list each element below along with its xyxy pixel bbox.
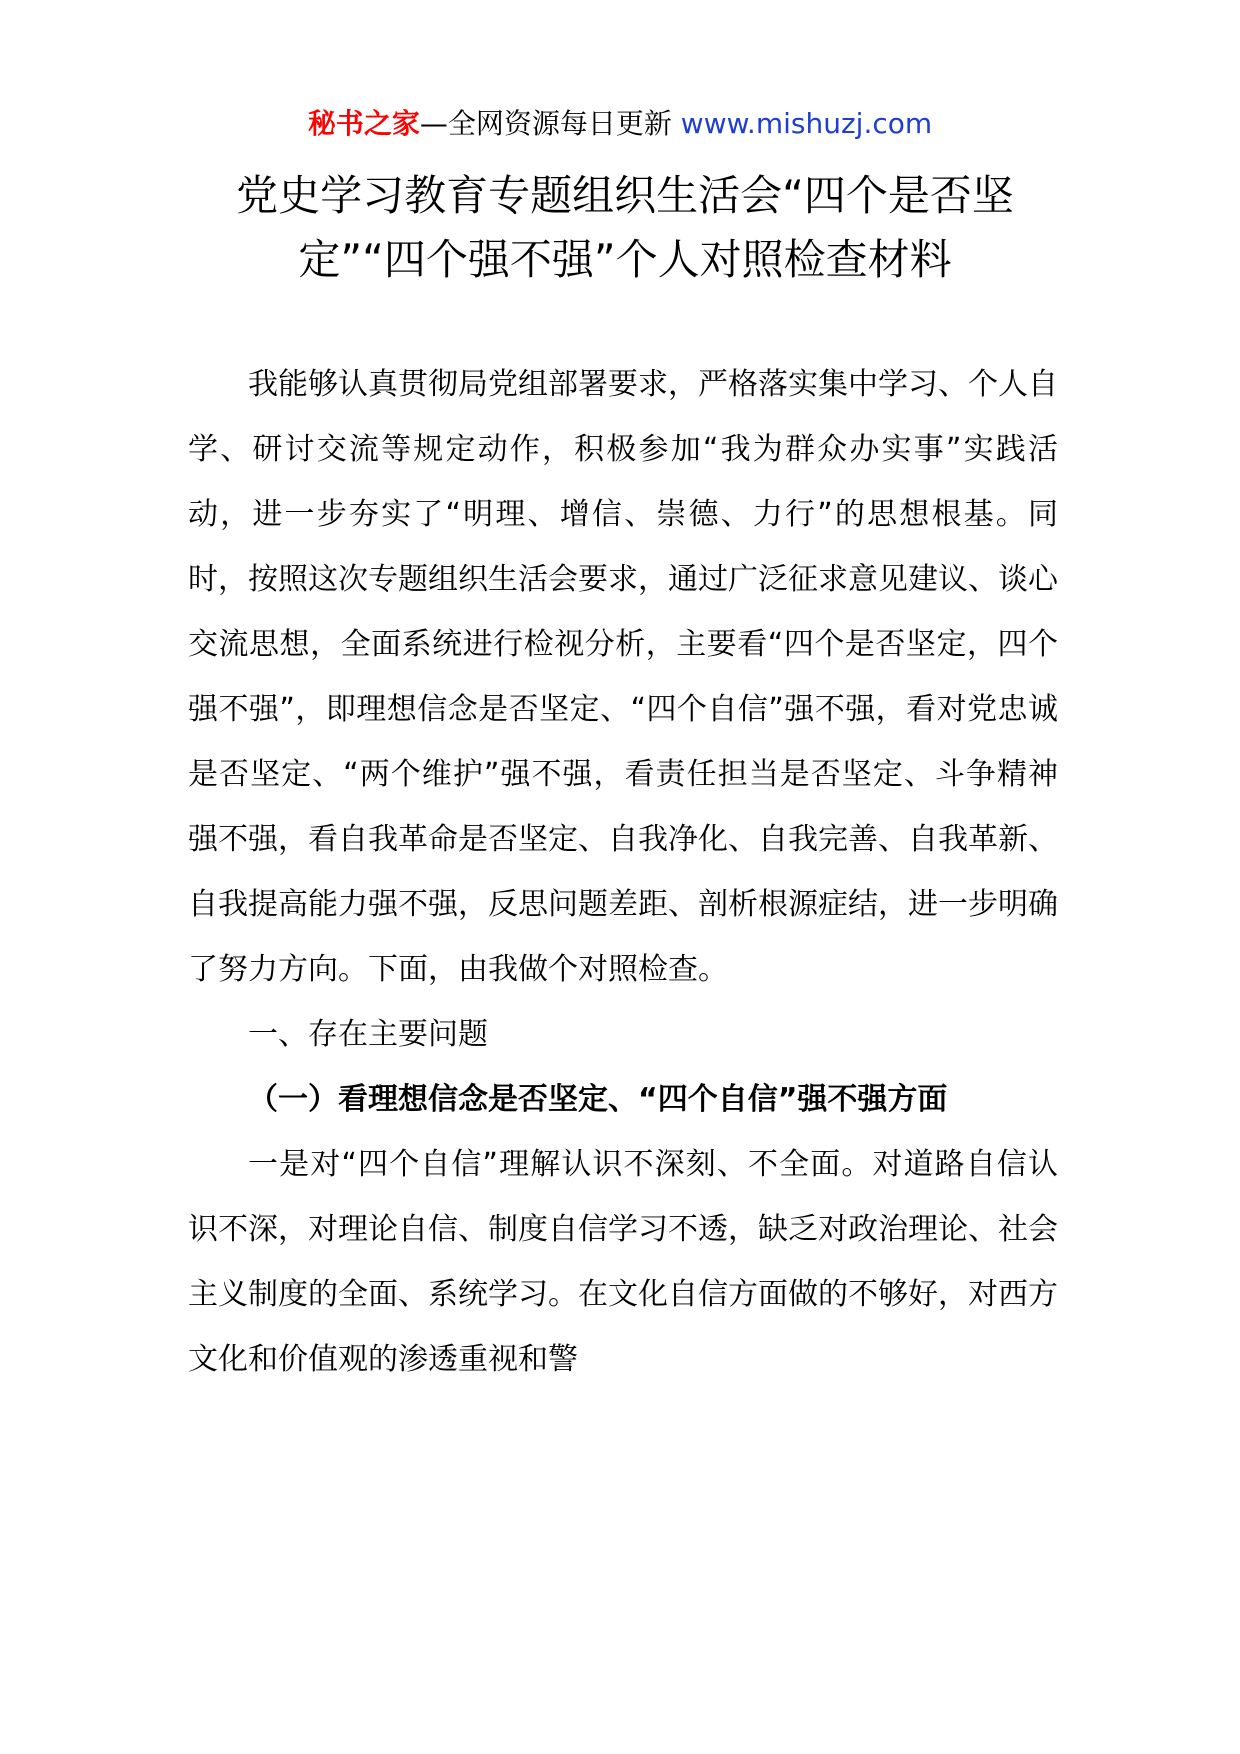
- site-tagline: —全网资源每日更新: [419, 107, 672, 140]
- site-name: 秘书之家: [307, 107, 420, 140]
- site-url-link[interactable]: www.mishuzj.com: [680, 107, 933, 140]
- site-banner: [0, 104, 1240, 144]
- subsection-heading-ideals: （一）看理想信念是否坚定、“四个自信”强不强方面: [248, 1082, 948, 1117]
- section-heading-problems: 一、存在主要问题: [248, 1017, 488, 1052]
- document-title: 党史学习教育专题组织生活会“四个是否坚定”“四个强不强”个人对照检查材料: [236, 171, 1014, 284]
- intro-paragraph: 我能够认真贯彻局党组部署要求，严格落实集中学习、个人自学、研讨交流等规定动作，积极参加“我为群众办实事”实践活动，进一步夯实了“明理、增信、崇德、力行”的思想根基。同时，按照这次专题组织生活会要求，通过广泛征求意见建议、谈心交流思想，全面系统进行检视分析，主要看“四个是否坚定，四个强不强”，即理想信念是否坚定、“四个自信”强不强，看对党忠诚是否坚定、“两个维护”强不强，看责任担当是否坚定、斗争精神强不强，看自我革命是否坚定、自我净化、自我完善、自我革新、自我提高能力强不强，反思问题差距、剖析根源症结，进一步明确了努力方向。下面，由我做个对照检查。: [188, 367, 1058, 987]
- document-body: [188, 352, 1058, 1392]
- point-1-paragraph: 一是对“四个自信”理解认识不深刻、不全面。对道路自信认识不深，对理论自信、制度自信学习不透，缺乏对政治理论、社会主义制度的全面、系统学习。在文化自信方面做的不够好，对西方文化和价值观的渗透重视和警: [188, 1147, 1058, 1377]
